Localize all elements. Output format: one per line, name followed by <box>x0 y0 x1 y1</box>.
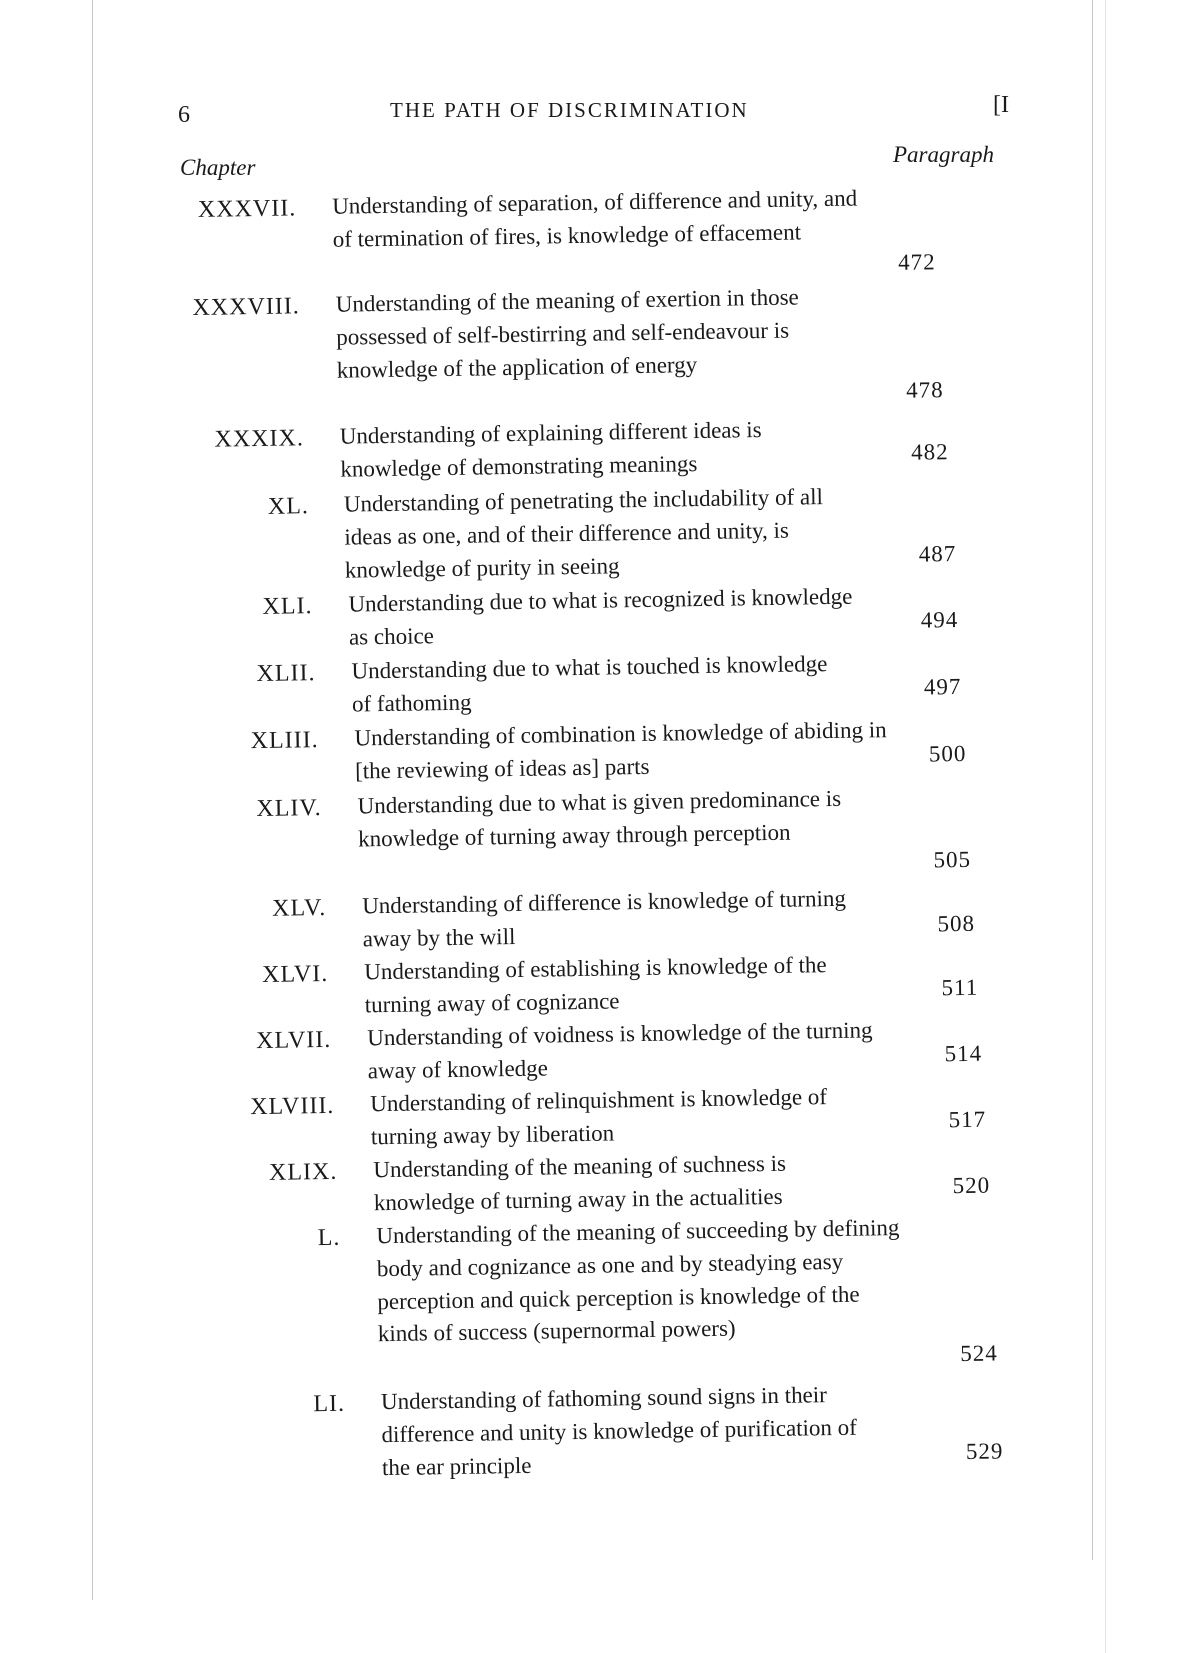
entry-description: Understanding of penetrating the includability of all ideas as one, and of their difference and unity, is knowledge of purity in seeing <box>343 484 824 583</box>
chapter-numeral: XLVI. <box>261 960 329 988</box>
table-of-contents <box>0 177 1184 1480</box>
chapter-numeral: XLII. <box>256 660 316 688</box>
entry-description: Understanding of explaining different ideas is knowledge of demonstrating meanings <box>339 417 762 482</box>
chapter-numeral: XLIX. <box>268 1158 338 1186</box>
toc-entry-xxxviii <box>2 275 1184 403</box>
entry-description: Understanding due to what is recognized is knowledge as choice <box>348 583 853 650</box>
scan-margin-line-right-outer <box>1105 0 1106 1653</box>
paragraph-number: 500 <box>928 740 967 767</box>
toc-entry-xxxvii <box>0 177 1184 275</box>
paragraph-number: 520 <box>952 1172 991 1199</box>
entry-description: Understanding of separation, of difference and unity, and of termination of fires, is knowledge of effacement <box>332 185 858 252</box>
chapter-numeral: XLVIII. <box>250 1092 335 1121</box>
chapter-numeral: L. <box>317 1224 341 1252</box>
paragraph-number: 511 <box>941 974 979 1001</box>
paragraph-number: 482 <box>910 439 949 465</box>
chapter-numeral: XXXIX. <box>214 425 305 453</box>
toc-entry-li <box>19 1373 1184 1480</box>
paragraph-number: 514 <box>944 1040 983 1067</box>
paragraph-number: 472 <box>897 249 936 275</box>
entry-description: Understanding of combination is knowledge of abiding in [the reviewing of ideas as] parts <box>354 717 887 784</box>
paragraph-number: 517 <box>948 1106 987 1133</box>
chapter-numeral: XLV. <box>271 894 327 922</box>
chapter-numeral: LI. <box>313 1390 346 1418</box>
toc-entry-xlv <box>11 877 1184 952</box>
chapter-numeral: XLVII. <box>255 1026 332 1055</box>
page-number: 6 <box>178 102 190 128</box>
running-title: THE PATH OF DISCRIMINATION <box>390 98 749 122</box>
chapter-numeral: XL. <box>267 493 310 520</box>
paragraph-number: 529 <box>965 1438 1004 1464</box>
entry-description: Understanding of difference is knowledge of turning away by the will <box>361 885 847 952</box>
chapter-numeral: XLIV. <box>256 795 322 823</box>
paragraph-number: 497 <box>923 673 962 700</box>
chapter-numeral: XXXVIII. <box>192 293 300 321</box>
column-heading-chapter: Chapter <box>180 155 256 180</box>
scan-margin-line-left <box>92 0 93 1600</box>
toc-entry-xxxix <box>4 407 1184 482</box>
paragraph-number: 524 <box>960 1340 998 1367</box>
chapter-numeral: XXXVII. <box>197 195 297 223</box>
paragraph-number: 508 <box>937 910 976 937</box>
paragraph-number: 505 <box>933 846 972 873</box>
entry-description: Understanding of voidness is knowledge of the turning away of knowledge <box>367 1017 873 1084</box>
page-header <box>0 92 1184 132</box>
paragraph-number: 494 <box>920 607 959 633</box>
section-mark: [I <box>993 92 1009 118</box>
paragraph-number: 478 <box>905 377 944 403</box>
entry-description: Understanding due to what is given predominance is knowledge of turning away through perception <box>357 785 842 852</box>
entry-description: Understanding of the meaning of succeeding by defining body and cognizance as one and by steadying easy perception and quick perception is knowledge of the kinds of success (supernormal powers) <box>376 1215 900 1347</box>
entry-description: Understanding of fathoming sound signs in their difference and unity is knowledge of purification of the ear principle <box>380 1382 858 1480</box>
entry-description: Understanding due to what is touched is knowledge of fathoming <box>351 651 828 717</box>
entry-description: Understanding of relinquishment is knowledge of turning away by liberation <box>370 1084 828 1150</box>
entry-description: Understanding of establishing is knowledge of the turning away of cognizance <box>364 952 827 1018</box>
chapter-numeral: XLI. <box>262 593 313 620</box>
paragraph-number: 487 <box>918 541 957 567</box>
entry-description: Understanding of the meaning of exertion in those possessed of self-bestirring and self-endeavour is knowledge of the application of energy <box>335 284 799 383</box>
chapter-numeral: XLIII. <box>250 727 319 755</box>
entry-description: Understanding of the meaning of suchness is knowledge of turning away in the actualities <box>373 1150 787 1216</box>
column-heading-paragraph: Paragraph <box>893 142 994 167</box>
scan-margin-line-right <box>1092 0 1093 1560</box>
